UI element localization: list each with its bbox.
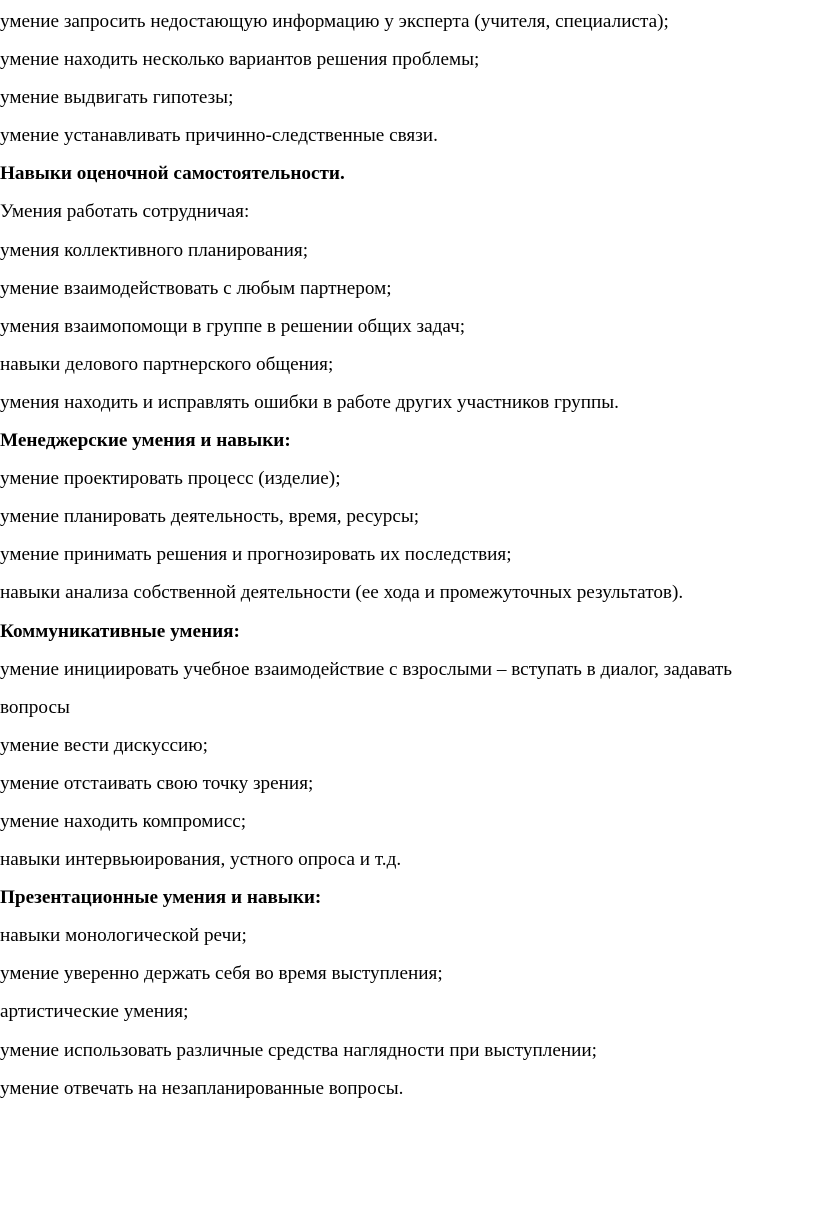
text-line: умение использовать различные средства наглядности при выступлении; (0, 1039, 597, 1061)
text-line: умение находить несколько вариантов решения проблемы; (0, 49, 480, 71)
text-line: умение выдвигать гипотезы; (0, 87, 234, 109)
text-line: умения взаимопомощи в группе в решении общих задач; (0, 315, 466, 337)
text-line: умения коллективного планирования; (0, 239, 309, 261)
text-line: артистические умения; (0, 1001, 189, 1023)
text-line: умение уверенно держать себя во время выступления; (0, 963, 443, 985)
text-line: умение взаимодействовать с любым партнером; (0, 277, 392, 299)
text-line: умение проектировать процесс (изделие); (0, 468, 341, 490)
section-heading: Менеджерские умения и навыки: (0, 430, 291, 452)
text-line: навыки анализа собственной деятельности (ее хода и промежуточных результатов). (0, 582, 684, 604)
text-line: умение принимать решения и прогнозировать их последствия; (0, 544, 512, 566)
section-heading: Коммуникативные умения: (0, 620, 240, 642)
section-heading: Навыки оценочной самостоятельности. (0, 163, 345, 185)
text-line: вопросы (0, 696, 70, 718)
text-line: умение отстаивать свою точку зрения; (0, 772, 314, 794)
text-line: умение отвечать на незапланированные вопросы. (0, 1077, 404, 1099)
text-line: умение инициировать учебное взаимодействие с взрослыми – вступать в диалог, задавать (0, 658, 733, 680)
text-line: навыки интервьюирования, устного опроса и т.д. (0, 849, 402, 871)
text-line: Умения работать сотрудничая: (0, 201, 250, 223)
section-heading: Презентационные умения и навыки: (0, 887, 322, 909)
text-line: умение запросить недостающую информацию у эксперта (учителя, специалиста); (0, 11, 669, 32)
text-line: навыки делового партнерского общения; (0, 353, 334, 375)
text-line: умение устанавливать причинно-следственные связи. (0, 125, 438, 147)
text-line: навыки монологической речи; (0, 925, 247, 947)
text-line: умения находить и исправлять ошибки в работе других участников группы. (0, 391, 619, 413)
text-line: умение вести дискуссию; (0, 734, 208, 756)
text-line: умение находить компромисс; (0, 810, 247, 832)
text-line: умение планировать деятельность, время, ресурсы; (0, 506, 420, 528)
document-body (0, 3, 812, 1108)
